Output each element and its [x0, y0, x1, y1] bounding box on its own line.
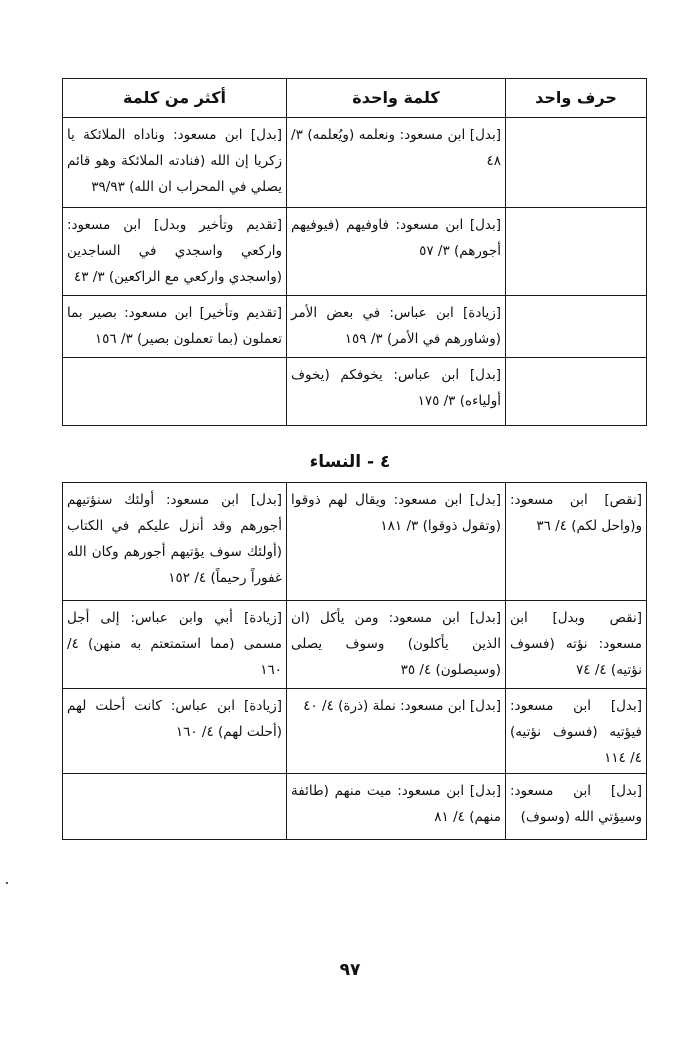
cell-single-letter [506, 358, 647, 426]
header-more-than-word: أكثر من كلمة [63, 79, 287, 118]
cell-single-word: [بدل] ابن مسعود: نملة (ذرة) ٤/ ٤٠ [287, 689, 506, 774]
cell-single-word: [بدل] ابن مسعود: فاوفيهم (فيوفيهم أجورهم) ٣/ ٥٧ [287, 208, 506, 296]
table-row [63, 601, 647, 689]
cell-single-letter: [نقص وبدل] ابن مسعود: نؤته (فسوف نؤتيه) ٤/ ٧٤ [506, 601, 647, 689]
variant-readings-table-an-nisa [62, 482, 647, 840]
cell-more-than-word: [بدل] ابن مسعود: أولئك سنؤتيهم أجورهم وقد أنزل عليكم في الكتاب (أولئك سوف يؤتيهم أجورهم وكان الله غفوراً رحيماً) ٤/ ١٥٢ [63, 483, 287, 601]
variant-readings-table-al-imran [62, 78, 647, 426]
cell-more-than-word: [تقديم وتأخير وبدل] ابن مسعود: واركعي واسجدي في الساجدين (واسجدي واركعي مع الراكعين) ٣/ ٤٣ [63, 208, 287, 296]
cell-more-than-word: [تقديم وتأخير] ابن مسعود: بصير بما تعملون (بما تعملون بصير) ٣/ ١٥٦ [63, 296, 287, 358]
cell-single-letter: [نقص] ابن مسعود: و(واحل لكم) ٤/ ٣٦ [506, 483, 647, 601]
cell-more-than-word: [زيادة] ابن عباس: كانت أحلت لهم (أحلت لهم) ٤/ ١٦٠ [63, 689, 287, 774]
table-row [63, 296, 647, 358]
page-number: ٩٧ [339, 960, 361, 980]
cell-single-letter [506, 208, 647, 296]
table-row [63, 358, 647, 426]
header-single-letter: حرف واحد [506, 79, 647, 118]
scan-speck [6, 882, 8, 884]
cell-more-than-word [63, 358, 287, 426]
cell-single-letter: [بدل] ابن مسعود: فيؤتيه (فسوف نؤتيه) ٤/ ١١٤ [506, 689, 647, 774]
header-single-word: كلمة واحدة [287, 79, 506, 118]
cell-single-letter [506, 296, 647, 358]
cell-single-word: [بدل] ابن مسعود: ومن يأكل (ان الذين يأكلون) وسوف يصلى (وسيصلون) ٤/ ٣٥ [287, 601, 506, 689]
cell-single-letter [506, 118, 647, 208]
table-row [63, 118, 647, 208]
cell-single-word: [بدل] ابن مسعود: ونعلمه (ويُعلمه) ٣/ ٤٨ [287, 118, 506, 208]
table-row [63, 689, 647, 774]
table-row [63, 774, 647, 840]
cell-single-word: [بدل] ابن مسعود: ميت منهم (طائفة منهم) ٤/ ٨١ [287, 774, 506, 840]
cell-single-word: [بدل] ابن مسعود: ويقال لهم ذوقوا (وتقول ذوقوا) ٣/ ١٨١ [287, 483, 506, 601]
cell-single-word: [بدل] ابن عباس: يخوفكم (يخوف أولياءه) ٣/ ١٧٥ [287, 358, 506, 426]
cell-single-word: [زيادة] ابن عباس: في بعض الأمر (وشاورهم في الأمر) ٣/ ١٥٩ [287, 296, 506, 358]
cell-more-than-word: [بدل] ابن مسعود: وناداه الملائكة يا زكريا إن الله (فنادته الملائكة وهو قائم يصلي في المحراب ان الله) ٣٩/٩٣ [63, 118, 287, 208]
cell-single-letter: [بدل] ابن مسعود: وسيؤتي الله (وسوف) [506, 774, 647, 840]
table-header-row [63, 79, 647, 118]
section-title-surah-an-nisa: ٤ - النساء [309, 452, 391, 472]
cell-more-than-word: [زيادة] أبي وابن عباس: إلى أجل مسمى (مما استمتعتم به منهن) ٤/ ١٦٠ [63, 601, 287, 689]
cell-more-than-word [63, 774, 287, 840]
table-row [63, 208, 647, 296]
table-row [63, 483, 647, 601]
